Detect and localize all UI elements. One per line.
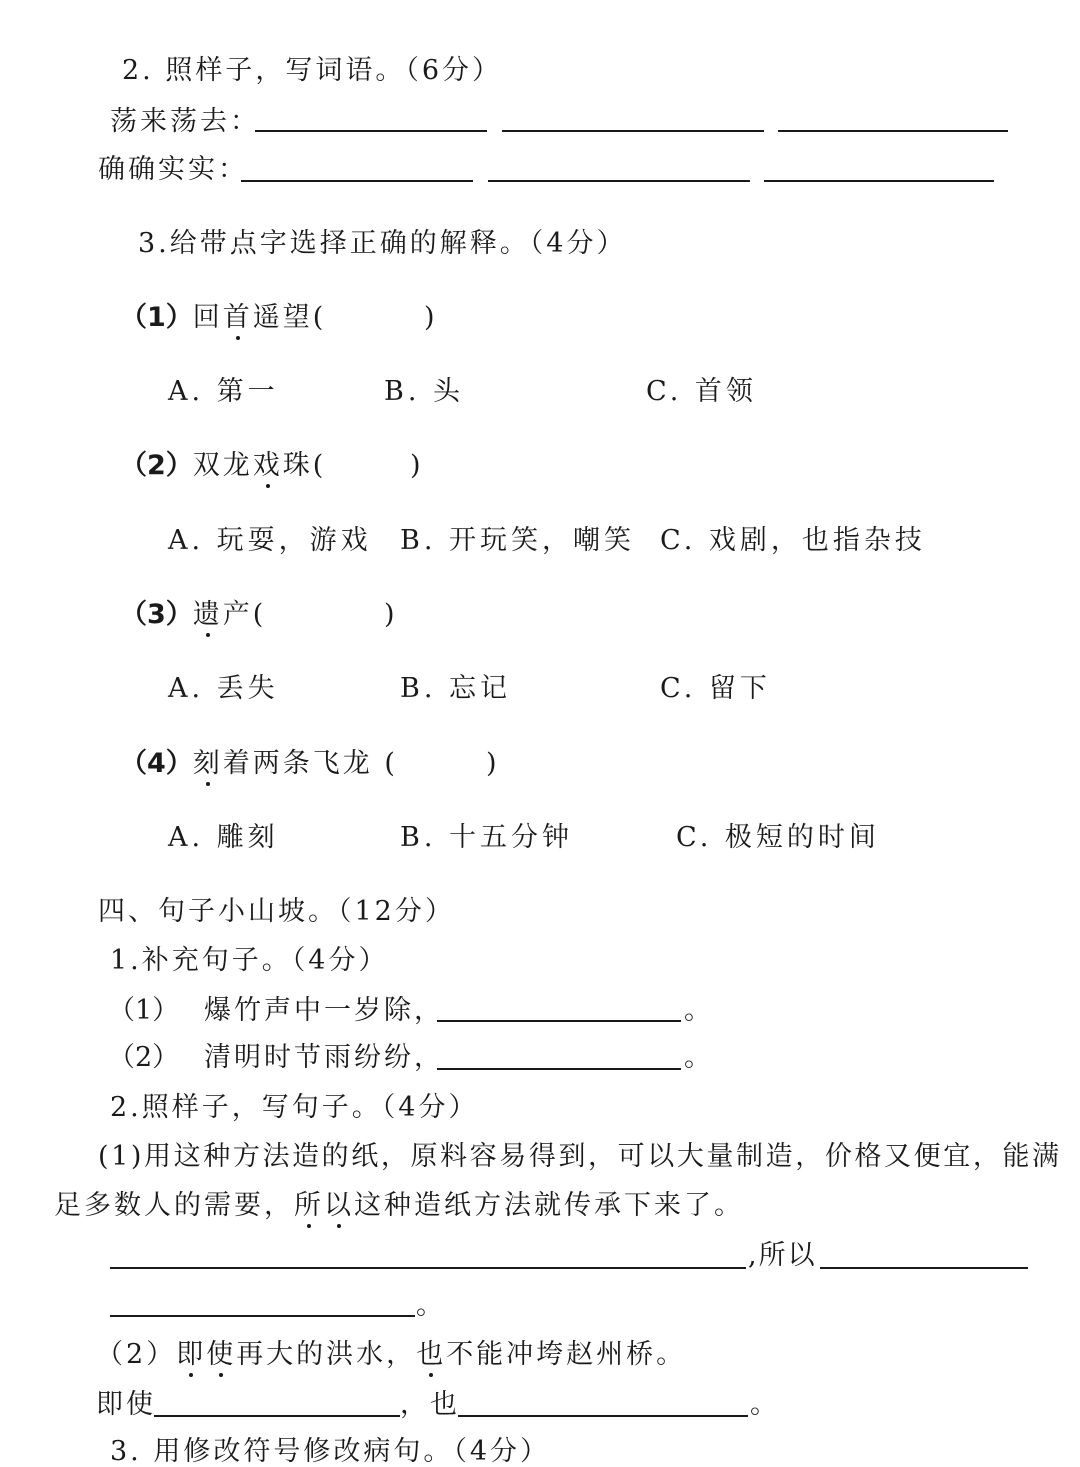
q3-item3-number: （3） <box>120 599 193 630</box>
q3-item2-dotted-char: 戏 <box>252 450 283 481</box>
s4-q2-answer2-blank-1[interactable] <box>154 1415 400 1417</box>
q3-item3 <box>120 601 266 628</box>
q2-row1-blank-3[interactable] <box>778 130 1008 132</box>
s4-q2-answer2-start: 即使 <box>96 1389 156 1420</box>
q3-item1-close: ) <box>424 302 435 333</box>
q3-item3-post: 产( <box>222 599 267 630</box>
q3-item2-number: （2） <box>120 450 193 481</box>
q3-item2-option-c[interactable]: C. 戏剧，也指杂技 <box>660 525 926 556</box>
q3-item3-close: ) <box>384 599 395 630</box>
q2-row2-label: 确确实实： <box>98 154 248 185</box>
q3-item1-pre: 回 <box>192 302 223 333</box>
s4-q2-example2-number: （2） <box>96 1339 177 1370</box>
q3-item1 <box>120 304 326 331</box>
s4-q2-answer-blank-2[interactable] <box>820 1267 1028 1269</box>
s4-q1-item1-number: （1） <box>108 995 180 1026</box>
q3-item4-post: 着两条飞龙 ( <box>222 748 398 779</box>
s4-q1-title: 1.补充句子。（4分） <box>110 945 389 976</box>
s4-q2-example1-dotted-1: 所 <box>294 1190 324 1221</box>
q3-item2-post: 珠( <box>282 450 327 481</box>
s4-q2-example2 <box>96 1341 686 1368</box>
q3-item4-close: ) <box>486 748 497 779</box>
s4-q2-example2-dotted-2: 使 <box>206 1339 237 1370</box>
s4-q2-answer-mid: ,所以 <box>748 1240 817 1271</box>
q3-item3-option-a[interactable]: A. 丢失 <box>168 673 279 704</box>
q3-item3-option-c[interactable]: C. 留下 <box>660 673 771 704</box>
q3-item1-dotted-char: 首 <box>222 302 253 333</box>
s4-q2-example1-dotted-2: 以 <box>324 1190 354 1221</box>
s4-q1-item1-end: 。 <box>684 995 711 1026</box>
q2-row2-blank-3[interactable] <box>764 180 994 182</box>
s4-q1-item1-blank[interactable] <box>437 1020 681 1022</box>
q2-row1-blank-1[interactable] <box>255 130 487 132</box>
q3-item3-option-b[interactable]: B. 忘记 <box>400 673 512 704</box>
q3-item2-close: ) <box>410 450 421 481</box>
s4-q1-item2-end: 。 <box>684 1042 711 1073</box>
q2-row1-label: 荡来荡去： <box>110 106 260 137</box>
q3-item4 <box>120 750 398 777</box>
q3-item1-post: 遥望( <box>252 302 327 333</box>
q3-item2-option-b[interactable]: B. 开玩笑，嘲笑 <box>400 525 636 556</box>
q2-row2-blank-1[interactable] <box>241 180 473 182</box>
q2-row2-blank-2[interactable] <box>488 180 750 182</box>
section4-title: 四、句子小山坡。（12分） <box>98 896 455 927</box>
s4-q1-item1-text: 爆竹声中一岁除， <box>204 995 444 1026</box>
s4-q2-answer-blank-3[interactable] <box>110 1315 415 1317</box>
q3-title: 3.给带点字选择正确的解释。（4分） <box>138 228 627 259</box>
q3-item4-number: （4） <box>120 748 193 779</box>
s4-q2-example1-line2 <box>54 1192 744 1219</box>
q3-item4-option-c[interactable]: C. 极短的时间 <box>676 822 880 853</box>
q3-item1-option-c[interactable]: C. 首领 <box>646 376 757 407</box>
s4-q2-example1-line2-pre: 足多数人的需要， <box>54 1190 294 1221</box>
q3-item4-dotted-char: 刻 <box>192 748 223 779</box>
q3-item1-option-b[interactable]: B. 头 <box>384 376 465 407</box>
q3-item2-pre: 双龙 <box>192 450 253 481</box>
q3-item2 <box>120 452 326 479</box>
q3-item2-option-a[interactable]: A. 玩耍，游戏 <box>168 525 372 556</box>
q3-item4-option-b[interactable]: B. 十五分钟 <box>400 822 574 853</box>
s4-q2-example2-mid: 再大的洪水， <box>236 1339 417 1370</box>
q2-row1-blank-2[interactable] <box>502 130 764 132</box>
s4-q2-example2-post: 不能冲垮赵州桥。 <box>446 1339 687 1370</box>
s4-q2-title: 2.照样子，写句子。（4分） <box>110 1092 479 1123</box>
s4-q2-answer-end: 。 <box>416 1290 443 1321</box>
s4-q1-item2-text: 清明时节雨纷纷， <box>204 1042 444 1073</box>
s4-q2-answer-blank-1[interactable] <box>110 1267 746 1269</box>
q3-item4-option-a[interactable]: A. 雕刻 <box>168 822 279 853</box>
q3-item1-option-a[interactable]: A. 第一 <box>168 376 279 407</box>
s4-q2-example2-dotted-1: 即 <box>176 1339 207 1370</box>
s4-q2-answer2-end: 。 <box>750 1389 777 1420</box>
s4-q1-item2-number: （2） <box>108 1042 180 1073</box>
s4-q3-title: 3. 用修改符号修改病句。（4分） <box>110 1436 551 1467</box>
s4-q2-answer2-mid: ，也 <box>400 1389 460 1420</box>
s4-q2-example2-dotted-3: 也 <box>416 1339 447 1370</box>
s4-q2-example1-line2-post: 这种造纸方法就传承下来了。 <box>354 1190 744 1221</box>
q3-item1-number: （1） <box>120 302 193 333</box>
s4-q2-answer2-blank-2[interactable] <box>458 1415 748 1417</box>
s4-q1-item2-blank[interactable] <box>437 1068 681 1070</box>
s4-q2-example1-line1: (1)用这种方法造的纸，原料容易得到，可以大量制造，价格又便宜，能满 <box>98 1141 1062 1172</box>
q3-item3-dotted-char: 遗 <box>192 599 223 630</box>
q2-title: 2. 照样子，写词语。（6分） <box>122 55 503 86</box>
